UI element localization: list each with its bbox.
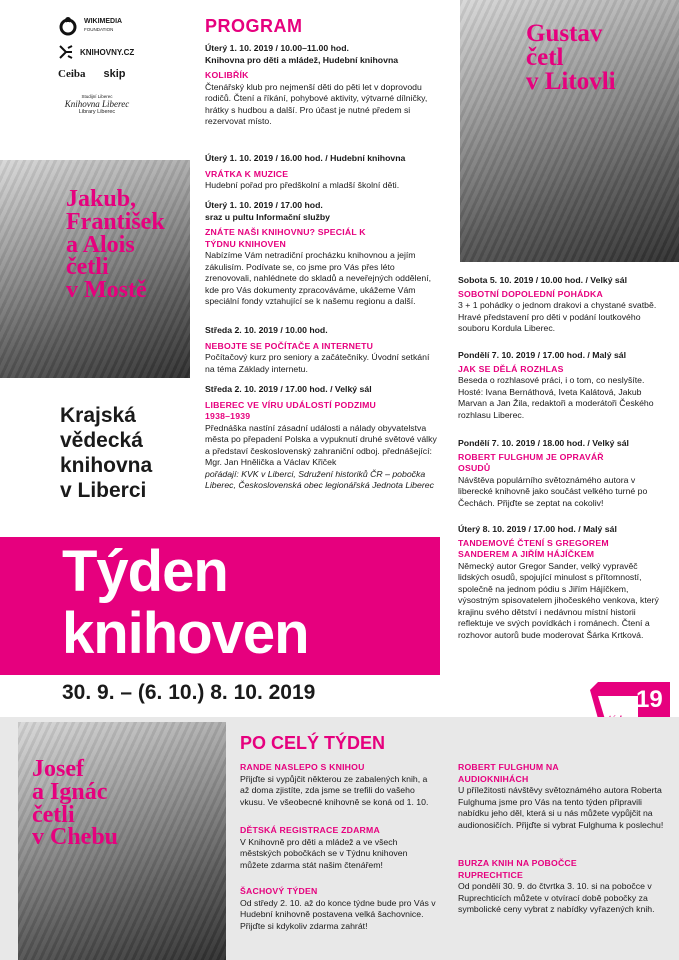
caption-line: v Chebu (32, 824, 119, 851)
caption-line: František (66, 208, 165, 235)
photo-litovel-caption (526, 22, 616, 93)
library-name-line: v Liberci (60, 479, 147, 502)
week-item-title: ROBERT FULGHUM NA AUDIOKNIHÁCH (458, 762, 559, 784)
event-liberec-1938 (205, 384, 437, 492)
event-meta: Úterý 1. 10. 2019 / 16.00 hod. / Hudební knihovna (205, 153, 406, 163)
event-organizers: pořádají: KVK v Liberci, Sdružení historiků ČR – pobočka Liberec, Československá obec legionářská Jednota Liberec (205, 468, 434, 490)
week-item-audioknihy (458, 762, 668, 831)
event-body: Přednáška nastíní zásadní události a nálady obyvatelstva města po přepadení Polska a vypuknutí druhé světové války a představí československý zahraniční odboj. přednášející: Mgr. Jan Hnělička a Václav Křiček (205, 422, 437, 467)
photo-litovel (460, 0, 679, 262)
caption-line: četli (32, 801, 75, 828)
week-item-title: BURZA KNIH NA POBOČCE RUPRECHTICE (458, 858, 577, 880)
skip-logo: skip (103, 68, 126, 80)
liberec-library-logo (62, 94, 132, 115)
ceiba-skip-logos (58, 68, 126, 80)
liberec-small-text: Studijní Liberec (81, 94, 113, 99)
event-meta: Pondělí 7. 10. 2019 / 17.00 hod. / Malý sál (458, 350, 627, 360)
event-meta: Úterý 8. 10. 2019 / 17.00 hod. / Malý sál (458, 524, 617, 534)
caption-line: četl (526, 43, 564, 71)
event-body: Nabízíme Vám netradiční procházku knihovnou a jejím zákulisím. Podívate se, co jsme pro Vás přes léto zrenovovali, nahlédnete do skladů a neveřejných oddělení, kde pro Vás dokumenty zpracováváme, ukážeme Vám speciální fondy vztahující se k našemu regionu a další. (205, 250, 432, 306)
week-item-sachy (240, 886, 438, 932)
event-fulghum (458, 438, 666, 509)
event-body: Beseda o rozhlasové práci, i o tom, co neslyšíte. Hosté: Ivana Bernáthová, Iveta Kalátová, Jakub Marvan a Jan Žila, redaktoři a moderátoři Českého rozhlasu Liberec. (458, 375, 654, 420)
week-item-body: V Knihovně pro děti a mládež a ve všech městských pobočkách se v Týdnu knihoven můžete zdarma stát našim čtenářem! (240, 836, 408, 870)
event-meta: Středa 2. 10. 2019 / 10.00 hod. (205, 325, 328, 335)
event-body: Čtenářský klub pro nejmenší děti do pěti let v doprovodu rodičů. Čtení a říkání, pohybové aktivity, výtvarné dílničky, hrátky s hudbou a další. Pro účast je nutné předem si rezervovat místo. (205, 81, 428, 126)
week-item-title: RANDE NASLEPO S KNIHOU (240, 762, 365, 772)
library-name (60, 403, 152, 503)
week-item-rande (240, 762, 438, 808)
library-name-line: knihovna (60, 454, 153, 477)
event-rozhlas (458, 350, 666, 421)
week-item-body: Přijďte si vypůjčit některou ze zabalených knih, a až doma zjistíte, zda jsme se trefili do vašeho vkusu. Ve všeobecné knihovně se koná od 1. 10. (240, 773, 429, 807)
event-kolibrik (205, 43, 437, 128)
event-znate-knihovnu (205, 200, 437, 308)
event-tandem (458, 524, 666, 641)
event-title: ROBERT FULGHUM JE OPRAVÁŘ OSUDŮ (458, 451, 604, 473)
week-item-body: Od pondělí 30. 9. do čtvrtka 3. 10. si na pobočce v Ruprechticích můžete v otvírací době pobočky za symbolické ceny vybrat z nabídky vyřazených knih. (458, 881, 655, 914)
main-title-line: Týden (62, 539, 228, 604)
week-item-burza (458, 858, 668, 916)
caption-line: Josef (32, 756, 84, 782)
knihovny-text: KNIHOVNY.CZ (80, 47, 135, 57)
event-title: KOLIBŘÍK (205, 70, 249, 80)
badge-number: 19 (636, 686, 663, 713)
library-name-line: vědecká (60, 429, 143, 452)
event-meta: Úterý 1. 10. 2019 / 10.00–11.00 hod. (205, 43, 349, 53)
week-item-body: Od středy 2. 10. až do konce týdne bude pro Vás v Hudební knihovně postavena velká šachovnice. Přijďte si kdykoliv zdarma zahrát! (240, 897, 436, 931)
caption-line: v Mostě (66, 277, 147, 304)
wikimedia-subtext: FOUNDATION (84, 27, 114, 32)
liberec-script-text: Knihovna Liberec (64, 99, 130, 109)
event-title: VRÁTKA K MUZICE (205, 168, 289, 179)
event-meta: Pondělí 7. 10. 2019 / 18.00 hod. / Velký sál (458, 438, 629, 448)
event-meta: sraz u pultu Informační služby (205, 211, 331, 222)
caption-line: a Ignác (32, 778, 108, 805)
week-item-registrace (240, 825, 438, 871)
event-meta: Úterý 1. 10. 2019 / 17.00 hod. (205, 200, 323, 210)
main-title-line: knihoven (62, 601, 309, 666)
library-name-line: Krajská (60, 404, 136, 427)
photo-most (0, 160, 190, 378)
program-heading: PROGRAM (205, 16, 303, 36)
wikimedia-text: WIKIMEDIA (84, 18, 123, 25)
event-title: LIBEREC VE VÍRU UDÁLOSTÍ PODZIMU 1938–1939 (205, 399, 376, 421)
event-body: Návštěva populárního světoznámého autora v liberecké knihovně jako součást velkého turné po Čechách. Přijďte se zeptat na cokoliv! (458, 474, 648, 508)
event-pohadka (458, 275, 666, 335)
event-body: 3 + 1 pohádky o jednom drakovi a chystané svatbě. Hravé představení pro děti v podání loutkového souboru Kordula Liberec. (458, 300, 657, 333)
caption-line: četli (66, 254, 109, 281)
event-meta: Středa 2. 10. 2019 / 17.00 hod. / Velký sál (205, 384, 372, 394)
caption-line: Gustav (526, 20, 603, 47)
dates: 30. 9. – (6. 10.) 8. 10. 2019 (62, 681, 316, 704)
event-body: Počítačový kurz pro seniory a začátečníky. Úvodní setkání na téma Základy internetu. (205, 352, 430, 374)
photo-cheb-caption (32, 758, 118, 849)
week-item-title: ŠACHOVÝ TÝDEN (240, 886, 318, 896)
event-title: TANDEMOVÉ ČTENÍ S GREGOREM SANDEREM A JIŘÍM HÁJÍČKEM (458, 537, 609, 559)
knihovny-icon (58, 44, 74, 60)
photo-cheb (18, 722, 226, 960)
liberec-sub-text: Library Liberec (78, 109, 116, 115)
event-pocitace (205, 325, 437, 375)
photo-most-caption (66, 188, 165, 302)
event-body: Německý autor Gregor Sander, velký vypravěč lidských osudů, spojující minulost s přítomností, společně na jednom pódiu s Jiřím Hájíčkem, výsostným spisovatelem jihočeského venkova, který krajinu svého dětství i nedávnou místní historii reflektuje ve svých povídkách i románech. Čtení a rozhovor autorů bude moderovat Šárka Krtková. (458, 560, 659, 640)
week-item-body: U příležitosti návštěvy světoznámého autora Roberta Fulghuma jsme pro Vás na tento týden připravili nabídku jeho děl, která si u nás můžete vypůjčit na audionosičích. Přijďte si vybrat Fulghuma k poslechu! (458, 785, 664, 830)
event-body: Hudební pořad pro předškolní a mladší školní děti. (205, 180, 400, 190)
event-title: JAK SE DĚLÁ ROZHLAS (458, 363, 564, 374)
wikimedia-icon (58, 16, 78, 36)
week-item-title: DĚTSKÁ REGISTRACE ZDARMA (240, 825, 380, 835)
main-title-block (0, 537, 440, 675)
week-heading: PO CELÝ TÝDEN (240, 733, 386, 753)
event-meta: Knihovna pro děti a mládež, Hudební knihovna (205, 54, 399, 65)
wikimedia-logo (58, 16, 122, 36)
ceiba-logo: Ceiba (58, 68, 86, 80)
event-vratka (205, 153, 437, 192)
caption-line: v Litovli (526, 67, 616, 95)
event-title: ZNÁTE NAŠI KNIHOVNU? SPECIÁL K TÝDNU KNIHOVEN (205, 227, 366, 249)
logo-column (58, 14, 168, 139)
caption-line: Jakub, (66, 186, 137, 212)
main-title (62, 541, 309, 665)
event-title: NEBOJTE SE POČÍTAČE A INTERNETU (205, 340, 374, 351)
event-meta: Sobota 5. 10. 2019 / 10.00 hod. / Velký sál (458, 275, 628, 285)
event-title: SOBOTNÍ DOPOLEDNÍ POHÁDKA (458, 288, 603, 299)
caption-line: a Alois (66, 231, 135, 258)
knihovny-logo (58, 44, 134, 60)
